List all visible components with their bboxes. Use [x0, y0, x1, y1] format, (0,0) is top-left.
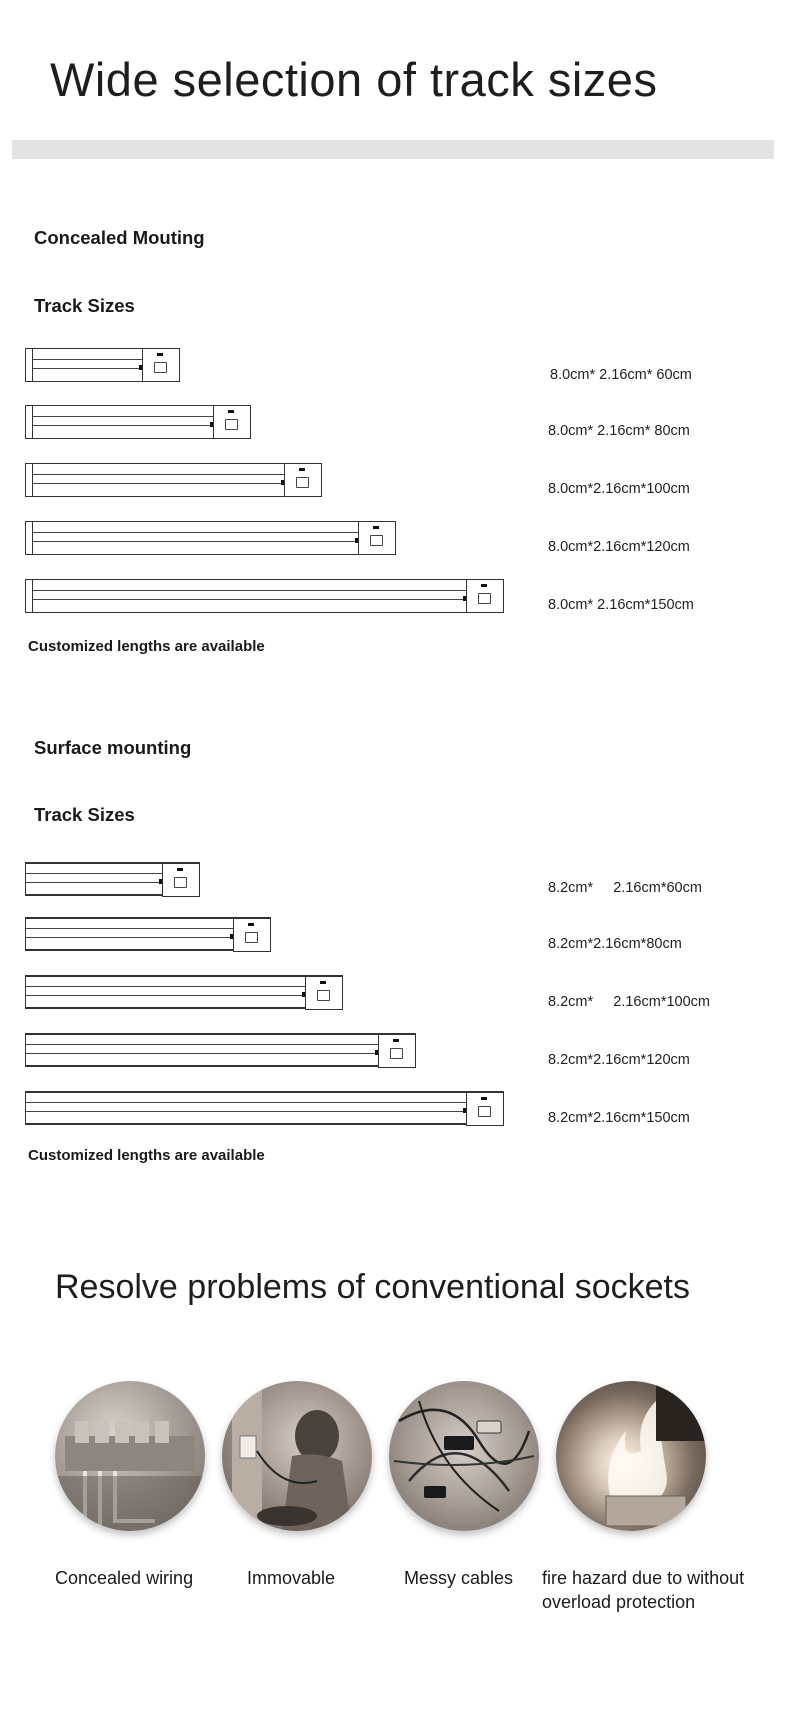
problem-label-fire-hazard: fire hazard due to without overload protection — [542, 1568, 745, 1612]
surface-note: Customized lengths are available — [28, 1147, 265, 1164]
concealed-track-100 — [25, 463, 322, 497]
surface-size-120: 8.2cm*2.16cm*120cm — [548, 1052, 690, 1068]
surface-track-80 — [25, 917, 271, 951]
surface-track-100 — [25, 975, 343, 1009]
concealed-subheading: Track Sizes — [34, 295, 135, 316]
problem-label-concealed-wiring: Concealed wiring — [55, 1568, 194, 1588]
page-title: Wide selection of track sizes — [50, 53, 658, 106]
concealed-track-150 — [25, 579, 504, 613]
surface-track-150 — [25, 1091, 504, 1125]
surface-track-120 — [25, 1033, 416, 1067]
concealed-size-100: 8.0cm*2.16cm*100cm — [548, 481, 690, 497]
messy-cables-photo — [389, 1381, 539, 1531]
concealed-size-60: 8.0cm* 2.16cm* 60cm — [550, 367, 692, 383]
concealed-size-80: 8.0cm* 2.16cm* 80cm — [548, 423, 690, 439]
concealed-size-120: 8.0cm*2.16cm*120cm — [548, 539, 690, 555]
concealed-note: Customized lengths are available — [28, 638, 265, 655]
fire-hazard-photo — [556, 1381, 706, 1531]
surface-size-80: 8.2cm*2.16cm*80cm — [548, 936, 682, 952]
problem-label-immovable: Immovable — [247, 1568, 336, 1588]
surface-size-150: 8.2cm*2.16cm*150cm — [548, 1110, 690, 1126]
surface-size-60: 8.2cm* 2.16cm*60cm — [548, 880, 702, 896]
concealed-heading: Concealed Mouting — [34, 227, 205, 248]
problem-label-messy-cables: Messy cables — [404, 1568, 514, 1588]
surface-subheading: Track Sizes — [34, 804, 135, 825]
surface-heading: Surface mounting — [34, 737, 192, 758]
surface-track-60 — [25, 862, 200, 896]
concealed-size-150: 8.0cm* 2.16cm*150cm — [548, 597, 694, 613]
concealed-wiring-photo — [55, 1381, 205, 1531]
problems-title: Resolve problems of conventional sockets — [55, 1268, 690, 1306]
concealed-track-80 — [25, 405, 251, 439]
concealed-track-120 — [25, 521, 396, 555]
concealed-track-60 — [25, 348, 180, 382]
divider-bar — [12, 140, 774, 159]
surface-size-100: 8.2cm* 2.16cm*100cm — [548, 994, 710, 1010]
immovable-photo — [222, 1381, 372, 1531]
